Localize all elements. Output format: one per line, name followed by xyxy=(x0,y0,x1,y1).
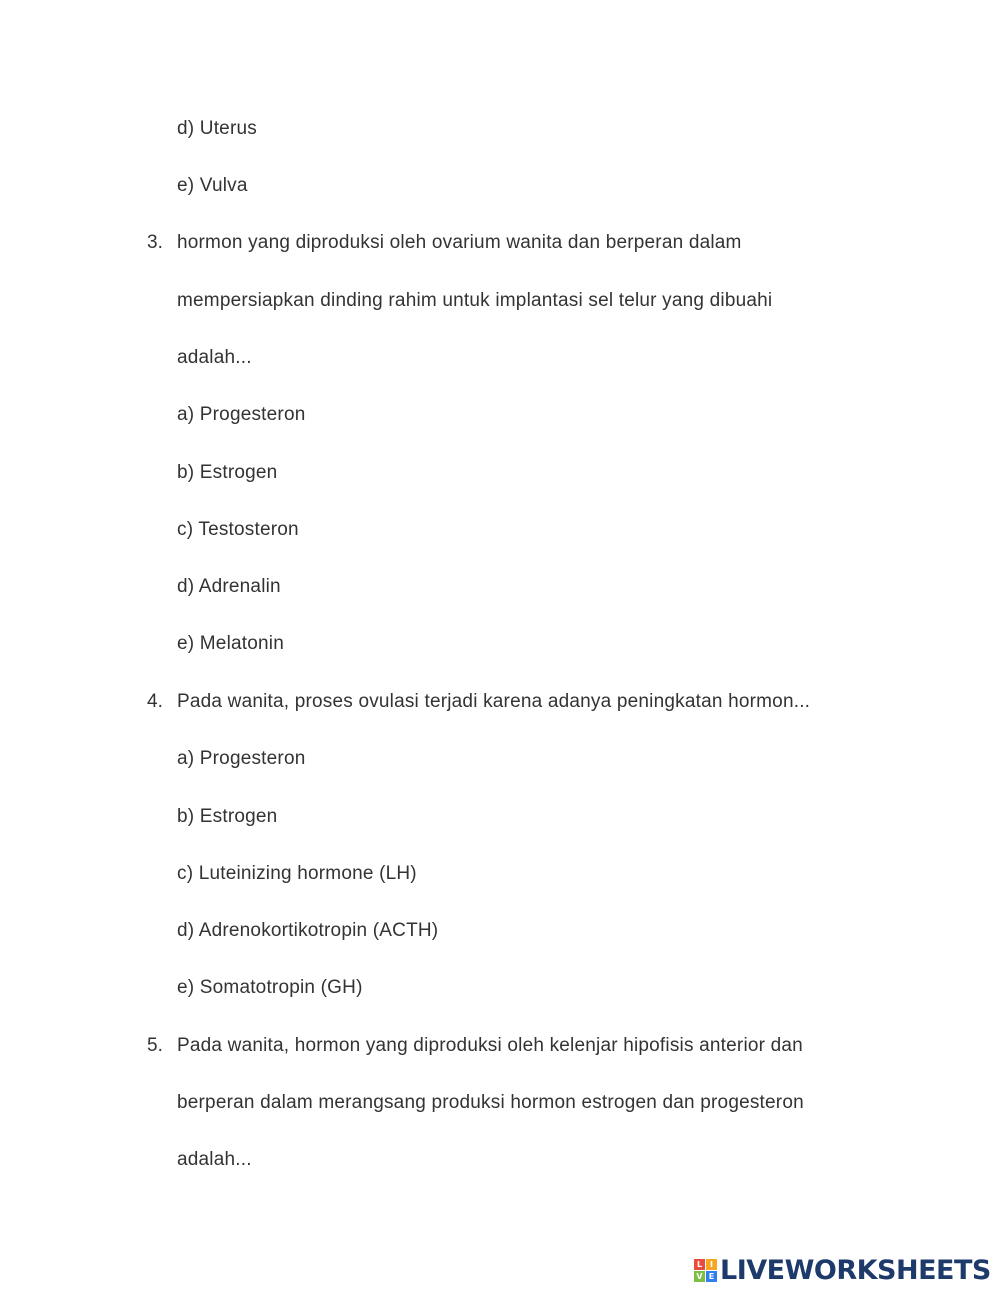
question-5-number: 5. xyxy=(147,1035,163,1056)
logo-letter-i: I xyxy=(706,1259,717,1270)
question-4-text: Pada wanita, proses ovulasi terjadi karena adanya peningkatan hormon... xyxy=(177,691,811,712)
liveworksheets-logo-icon xyxy=(694,1259,717,1282)
option-d-uterus: d) Uterus xyxy=(177,118,257,139)
question-5-text-line-2: berperan dalam merangsang produksi hormon estrogen dan progesteron xyxy=(177,1092,804,1113)
question-4-number: 4. xyxy=(147,691,163,712)
q4-option-d: d) Adrenokortikotropin (ACTH) xyxy=(177,920,439,941)
question-5-text-line-3: adalah... xyxy=(177,1149,252,1170)
option-e-vulva: e) Vulva xyxy=(177,175,248,196)
logo-letter-l: L xyxy=(694,1259,705,1270)
question-3-text-line-1: hormon yang diproduksi oleh ovarium wanita dan berperan dalam xyxy=(177,232,742,253)
q4-option-a: a) Progesteron xyxy=(177,748,306,769)
q3-option-d: d) Adrenalin xyxy=(177,576,281,597)
q4-option-b: b) Estrogen xyxy=(177,806,278,827)
q4-option-e: e) Somatotropin (GH) xyxy=(177,977,363,998)
q3-option-b: b) Estrogen xyxy=(177,462,278,483)
q3-option-c: c) Testosteron xyxy=(177,519,299,540)
q3-option-a: a) Progesteron xyxy=(177,404,306,425)
q3-option-e: e) Melatonin xyxy=(177,633,284,654)
question-5-text-line-1: Pada wanita, hormon yang diproduksi oleh kelenjar hipofisis anterior dan xyxy=(177,1035,803,1056)
question-3-text-line-3: adalah... xyxy=(177,347,252,368)
q4-option-c: c) Luteinizing hormone (LH) xyxy=(177,863,417,884)
question-3-number: 3. xyxy=(147,232,163,253)
liveworksheets-wordmark: LIVEWORKSHEETS xyxy=(720,1254,991,1286)
liveworksheets-brand xyxy=(694,1255,991,1285)
logo-letter-v: V xyxy=(694,1271,705,1282)
question-3-text-line-2: mempersiapkan dinding rahim untuk implantasi sel telur yang dibuahi xyxy=(177,290,773,311)
logo-letter-e: E xyxy=(706,1271,717,1282)
